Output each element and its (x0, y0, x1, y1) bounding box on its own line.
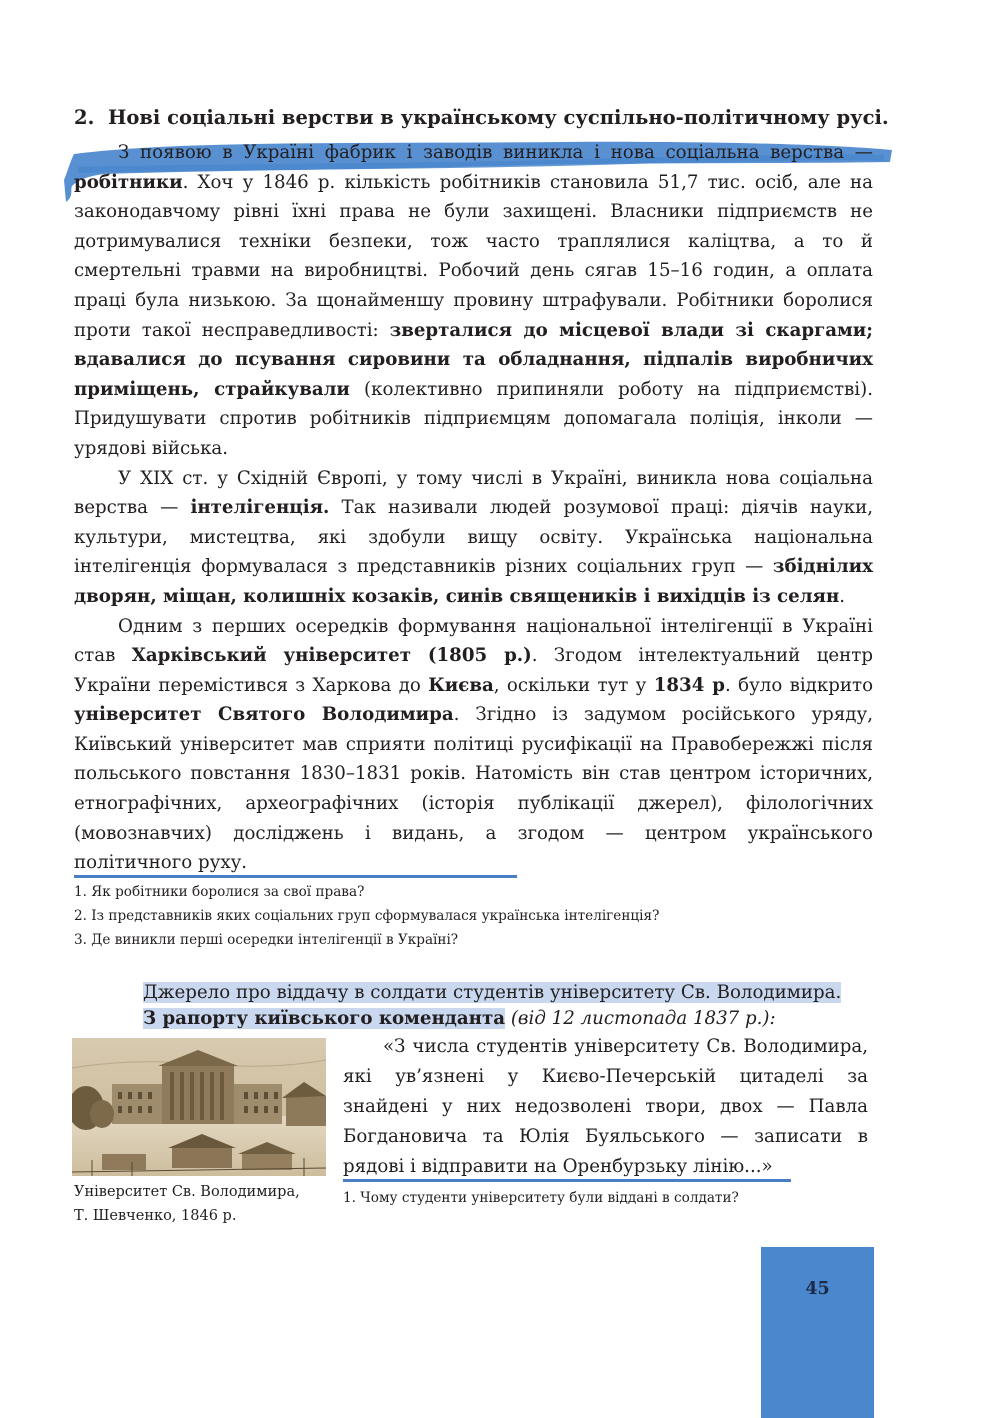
page-number-tab (761, 1247, 874, 1418)
bold-term-intelligentsia: інтелігенція. (190, 497, 330, 519)
image-caption (74, 1180, 334, 1228)
bold-workers-methods: зверталися до місцевої влади зі скаргами; вдавалися до псування сировини та обладнання, підпалів виробничих приміщень, страйкували (74, 319, 874, 400)
divider-rule (74, 875, 517, 878)
source-heading (143, 980, 874, 1032)
bold-kharkiv-university: Харківський університет (1805 р.) (131, 645, 532, 667)
question-item: 2. Із представників яких соціальних груп сформувалася українська інтелігенція? (74, 908, 660, 924)
paragraph-intelligentsia (74, 464, 873, 612)
text-run: З появою в Україні фабрик і заводів виникла і нова соціальна верства — (118, 142, 873, 163)
text-run: . (839, 585, 846, 607)
paragraph-workers (74, 138, 873, 464)
page-number: 45 (805, 1279, 830, 1299)
text-run: У XIX ст. у Східній Європі, у тому числі в Україні, виникла нова соціальна верства — (74, 467, 873, 519)
text-run: , оскільки тут у (493, 674, 654, 696)
source-date: (від 12 листопада 1837 р.): (505, 1008, 776, 1029)
text-run: . було відкрито (724, 674, 874, 696)
bold-year-1834: 1834 р (653, 674, 725, 696)
text-run: (колективно припиняли роботу на підприємстві). Придушувати спротив робітників підприємцям допомагала поліція, інколи — урядові війська. (74, 378, 873, 459)
section-number: 2. (74, 106, 95, 129)
question-item: 3. Де виникли перші осередки інтелігенції в Україні? (74, 932, 459, 948)
source-quote: «З числа студентів університету Св. Володимира, які ув’язнені у Києво-Печерській цитаделі за знайдені у них недозволені твори, двох — Павла Богдановича та Юлія Буяльського — записати в рядові і відправити на Оренбурзьку лінію...» (343, 1036, 868, 1177)
source-report-label: З рапорту київського коменданта (143, 1008, 506, 1029)
text-run: Одним з перших осередків формування національної інтелігенції в Україні став (74, 615, 873, 667)
caption-line-2: Т. Шевченко, 1846 р. (74, 1208, 237, 1224)
main-text (74, 138, 873, 878)
questions-block (74, 880, 874, 952)
source-question: 1. Чому студенти університету були віддані в солдати? (343, 1190, 739, 1206)
paragraph-universities (74, 612, 873, 878)
text-run: . Хоч у 1846 р. кількість робітників становила 51,7 тис. осіб, але на законодавчому рівні їхні права не були захищені. Власники підприємств не дотримувалися техніки безпеки, тож часто траплялися каліцтва, а то й смертельні травми на виробництві. Робочий день сягав 15–16 годин, а оплата праці була низькою. За щонайменшу провину штрафували. Робітники боролися проти такої несправедливості: (74, 171, 873, 341)
caption-line-1: Університет Св. Володимира, (74, 1184, 300, 1200)
source-title: Джерело про віддачу в солдати студентів університету Св. Володимира. (143, 982, 842, 1003)
text-run: . Згодом інтелектуальний центр України перемістився з Харкова до (74, 645, 873, 696)
bold-st-volodymyr-university: університет Святого Володимира (74, 704, 454, 726)
section-title (74, 104, 889, 132)
text-run: Так називали людей розумової праці: діячів науки, культури, мистецтва, які здобули вищу освіту. Українська національна інтелігенція формувалася з представників різних соціальних груп — (74, 497, 873, 578)
bold-term-workers: робітники (74, 171, 183, 193)
bold-social-groups: збіднілих дворян, міщан, колишніх козаків, синів священиків і вихідців із селян (74, 556, 873, 607)
section-title-text: Нові соціальні верстви в українському суспільно-політичному русі. (107, 106, 889, 129)
text-run: . Згідно із задумом російського уряду, Київський університет мав сприяти політиці русифікації на Правобережжі після польського повстання 1830–1831 років. Натомість він став центром історичних, етнографічних, археографічних (історія публікації джерел), філологічних (мовознавчих) досліджень і видань, а згодом — центром українського політичного руху. (74, 704, 873, 874)
bold-kyiv: Києва (428, 674, 494, 696)
university-engraving-image (72, 1038, 326, 1176)
question-item: 1. Як робітники боролися за свої права? (74, 884, 365, 900)
quote-divider-rule (343, 1179, 791, 1182)
